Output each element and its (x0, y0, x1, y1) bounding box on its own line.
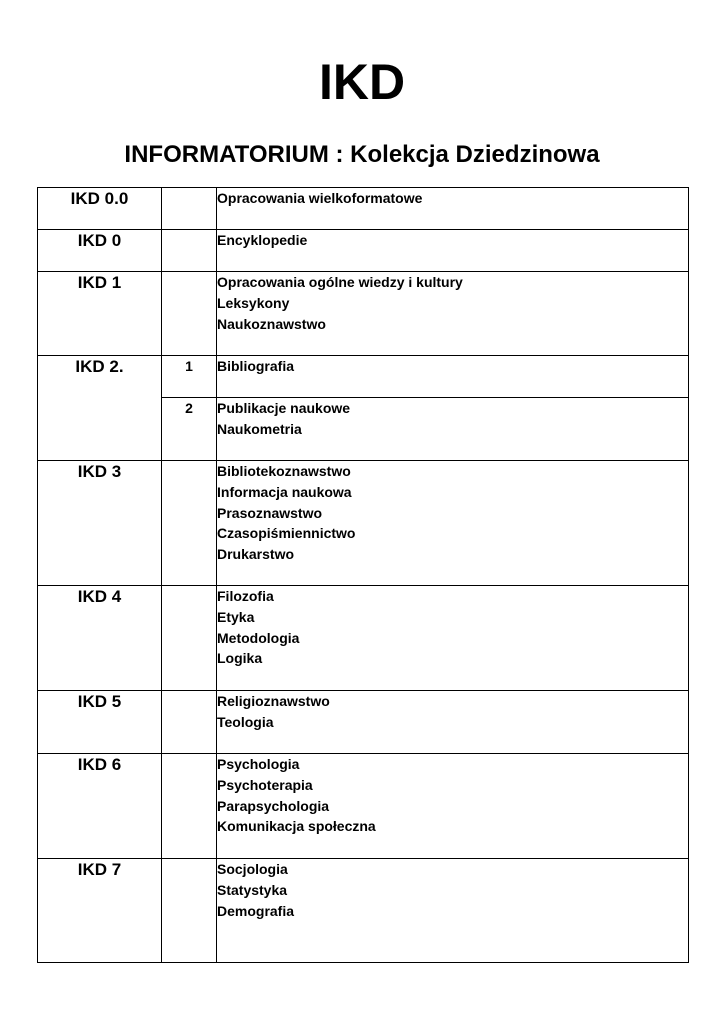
subject-item: Teologia (217, 713, 274, 730)
table-row-ikd-6 (38, 754, 689, 859)
classification-table (37, 187, 689, 963)
sub-number: 1 (162, 356, 217, 398)
subject-item: Publikacje naukowe (217, 400, 351, 416)
ikd-code: IKD 4 (38, 586, 162, 691)
subject-item: Socjologia (217, 861, 288, 877)
subject-item: Naukoznawstwo (217, 315, 326, 332)
subject-item: Komunikacja społeczna (217, 818, 376, 835)
ikd-code: IKD 0 (38, 230, 162, 272)
subject-list (217, 188, 689, 230)
table-row-ikd-0-0 (38, 188, 689, 230)
sub-number (162, 691, 217, 754)
subject-item: Etyka (217, 608, 255, 625)
ikd-code: IKD 6 (38, 754, 162, 859)
sub-number (162, 754, 217, 859)
subject-list (217, 461, 689, 586)
table-row-ikd-2-1 (38, 356, 689, 398)
subject-list (217, 754, 689, 859)
sub-number: 2 (162, 398, 217, 461)
subject-item: Religioznawstwo (217, 693, 330, 709)
subject-item: Naukometria (217, 420, 302, 437)
subject-item: Opracowania ogólne wiedzy i kultury (217, 274, 463, 290)
table-row-ikd-4 (38, 586, 689, 691)
table-row-ikd-0 (38, 230, 689, 272)
sub-number (162, 461, 217, 586)
subject-list (217, 691, 689, 754)
sub-number (162, 859, 217, 963)
subject-item: Statystyka (217, 881, 288, 898)
subject-list (217, 230, 689, 272)
ikd-code: IKD 5 (38, 691, 162, 754)
ikd-code: IKD 1 (38, 272, 162, 356)
ikd-code: IKD 0.0 (38, 188, 162, 230)
subject-item: Prasoznawstwo (217, 504, 323, 521)
table-row-ikd-3 (38, 461, 689, 586)
document-subtitle: INFORMATORIUM : Kolekcja Dziedzinowa (124, 141, 600, 168)
sub-number (162, 586, 217, 691)
sub-number (162, 188, 217, 230)
subject-item: Demografia (217, 902, 295, 919)
subject-item: Opracowania wielkoformatowe (217, 190, 423, 206)
sub-number (162, 272, 217, 356)
subject-item: Parapsychologia (217, 797, 330, 814)
sub-number (162, 230, 217, 272)
ikd-code: IKD 3 (38, 461, 162, 586)
subject-list (217, 272, 689, 356)
subject-item: Psychologia (217, 756, 300, 772)
subject-item: Leksykony (217, 294, 290, 311)
ikd-code: IKD 2. (38, 356, 162, 461)
subject-list (217, 586, 689, 691)
subject-item: Czasopiśmiennictwo (217, 525, 356, 542)
document-title: IKD (318, 54, 406, 110)
subject-item: Logika (217, 650, 263, 667)
subject-list (217, 356, 689, 398)
subject-item: Filozofia (217, 588, 274, 604)
table-row-ikd-5 (38, 691, 689, 754)
subject-item: Informacja naukowa (217, 483, 352, 500)
subject-item: Drukarstwo (217, 546, 295, 563)
subject-item: Bibliotekoznawstwo (217, 463, 351, 479)
subject-list (217, 859, 689, 963)
subject-item: Bibliografia (217, 358, 295, 374)
subject-item: Metodologia (217, 629, 300, 646)
subject-list (217, 398, 689, 461)
table-row-ikd-1 (38, 272, 689, 356)
ikd-code: IKD 7 (38, 859, 162, 963)
subject-item: Psychoterapia (217, 776, 313, 793)
table-row-ikd-7 (38, 859, 689, 963)
subject-item: Encyklopedie (217, 232, 308, 248)
